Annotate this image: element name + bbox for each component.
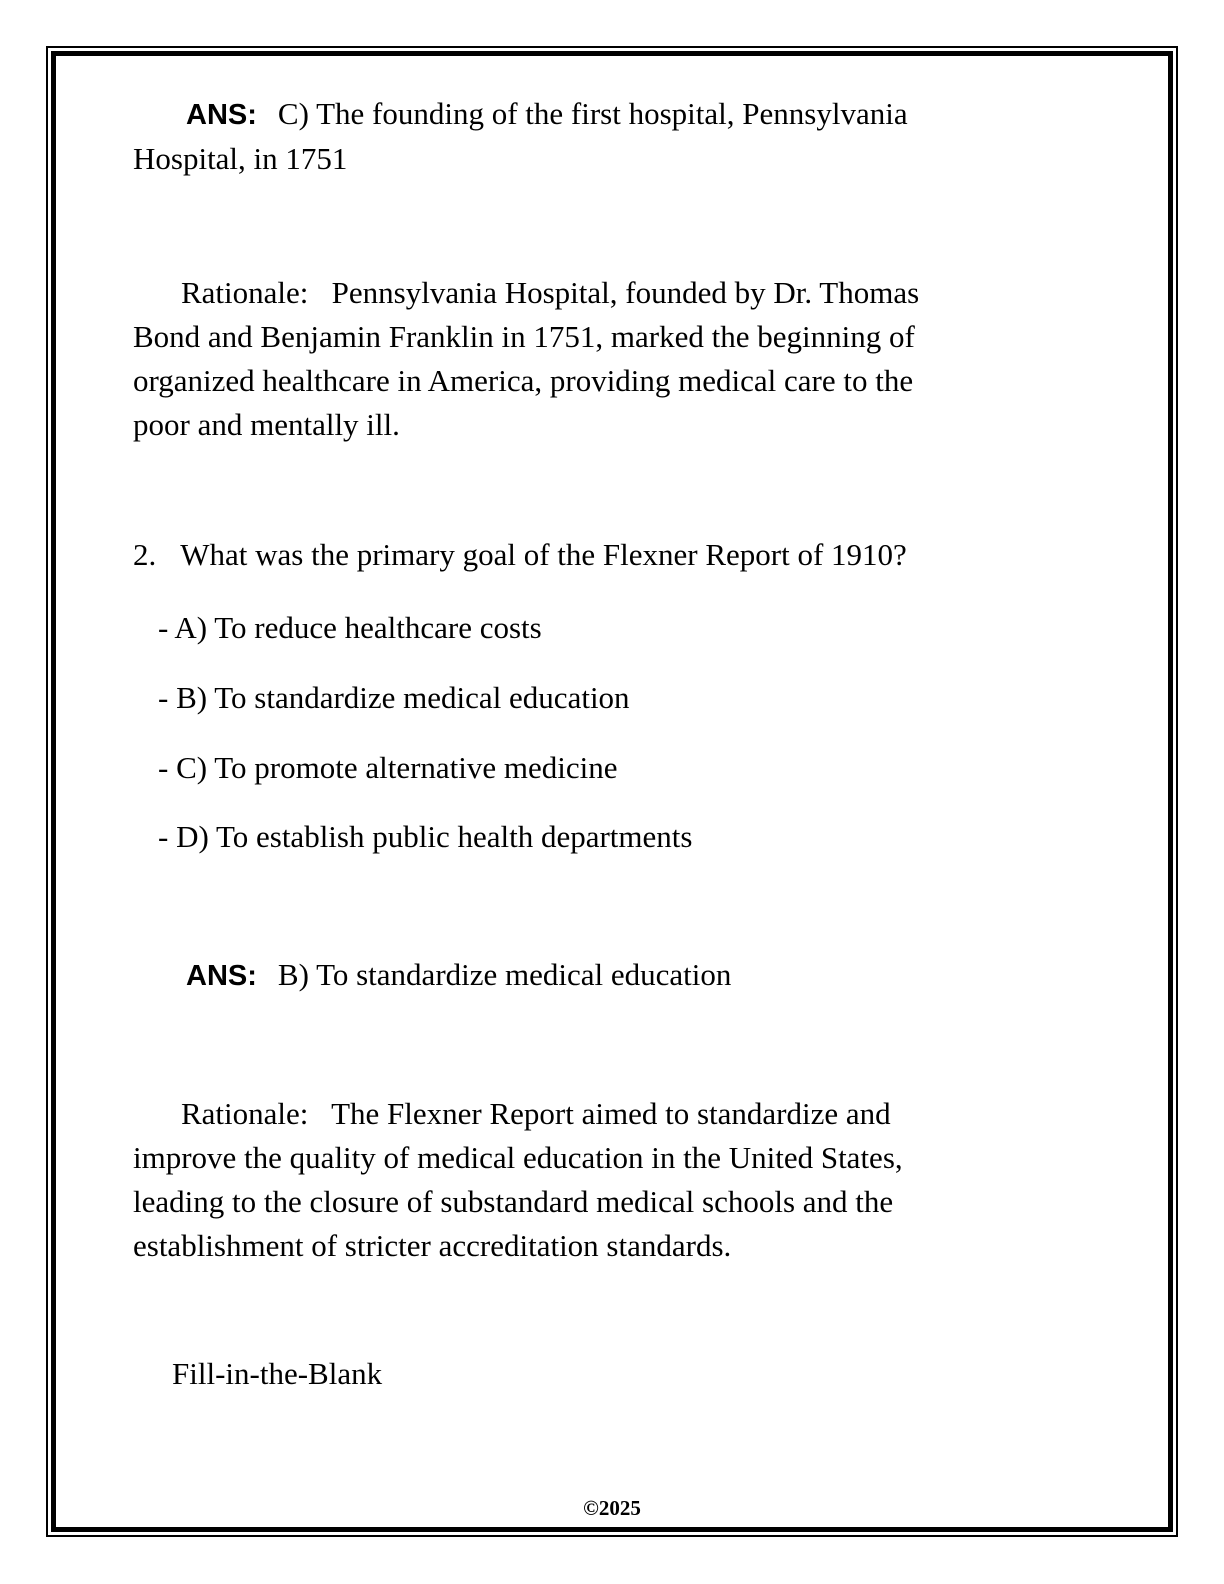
ans-label: ANS — [186, 99, 248, 131]
answer-2-line-1 — [133, 953, 1108, 998]
answer-2-text: B) To standardize medical education — [277, 957, 732, 992]
rationale-2-line-2: improve the quality of medical education in the United States, — [133, 1140, 903, 1175]
rationale-block-1 — [133, 271, 1108, 447]
ans-separator: : — [247, 960, 257, 992]
ans-separator: : — [247, 99, 257, 131]
question-2-option-a — [133, 606, 1108, 650]
question-2-number: 2. — [133, 537, 157, 572]
section-heading-block — [133, 1352, 1108, 1396]
rationale-1-line-1: Rationale: Pennsylvania Hospital, founded by Dr. Thomas — [181, 275, 920, 310]
rationale-2-line-3: leading to the closure of substandard medical schools and the — [133, 1184, 894, 1219]
document-content — [56, 56, 1168, 1396]
section-heading: Fill-in-the-Blank — [172, 1356, 383, 1391]
rationale-1-line-4: poor and mentally ill. — [133, 407, 400, 442]
question-2-line — [133, 533, 1108, 577]
answer-1-text: C) The founding of the first hospital, Pennsylvania — [277, 96, 908, 131]
question-2-option-b — [133, 676, 1108, 720]
copyright-notice: ©2025 — [583, 1496, 641, 1520]
option-a-text: - A) To reduce healthcare costs — [158, 610, 542, 645]
ans-label: ANS — [186, 960, 248, 992]
option-d-text: - D) To establish public health departments — [158, 819, 693, 854]
rationale-block-2 — [133, 1092, 1108, 1268]
question-2-option-d — [133, 815, 1108, 859]
question-2-text: What was the primary goal of the Flexner Report of 1910? — [180, 537, 907, 572]
option-c-text: - C) To promote alternative medicine — [158, 750, 618, 785]
page-border-frame — [46, 46, 1178, 1537]
rationale-2-line-1: Rationale: The Flexner Report aimed to standardize and — [181, 1096, 891, 1131]
option-b-text: - B) To standardize medical education — [158, 680, 630, 715]
rationale-1-line-3: organized healthcare in America, providing medical care to the — [133, 363, 914, 398]
answer-block-2 — [133, 953, 1108, 998]
answer-1-line-2: Hospital, in 1751 — [133, 141, 348, 176]
answer-1-line-1 — [133, 92, 1108, 137]
rationale-1-line-2: Bond and Benjamin Franklin in 1751, marked the beginning of — [133, 319, 915, 354]
answer-block-1 — [133, 92, 1108, 181]
page-border-frame-inner — [51, 51, 1173, 1532]
question-2 — [133, 533, 1108, 577]
rationale-2-line-4: establishment of stricter accreditation standards. — [133, 1228, 732, 1263]
question-2-option-c — [133, 746, 1108, 790]
